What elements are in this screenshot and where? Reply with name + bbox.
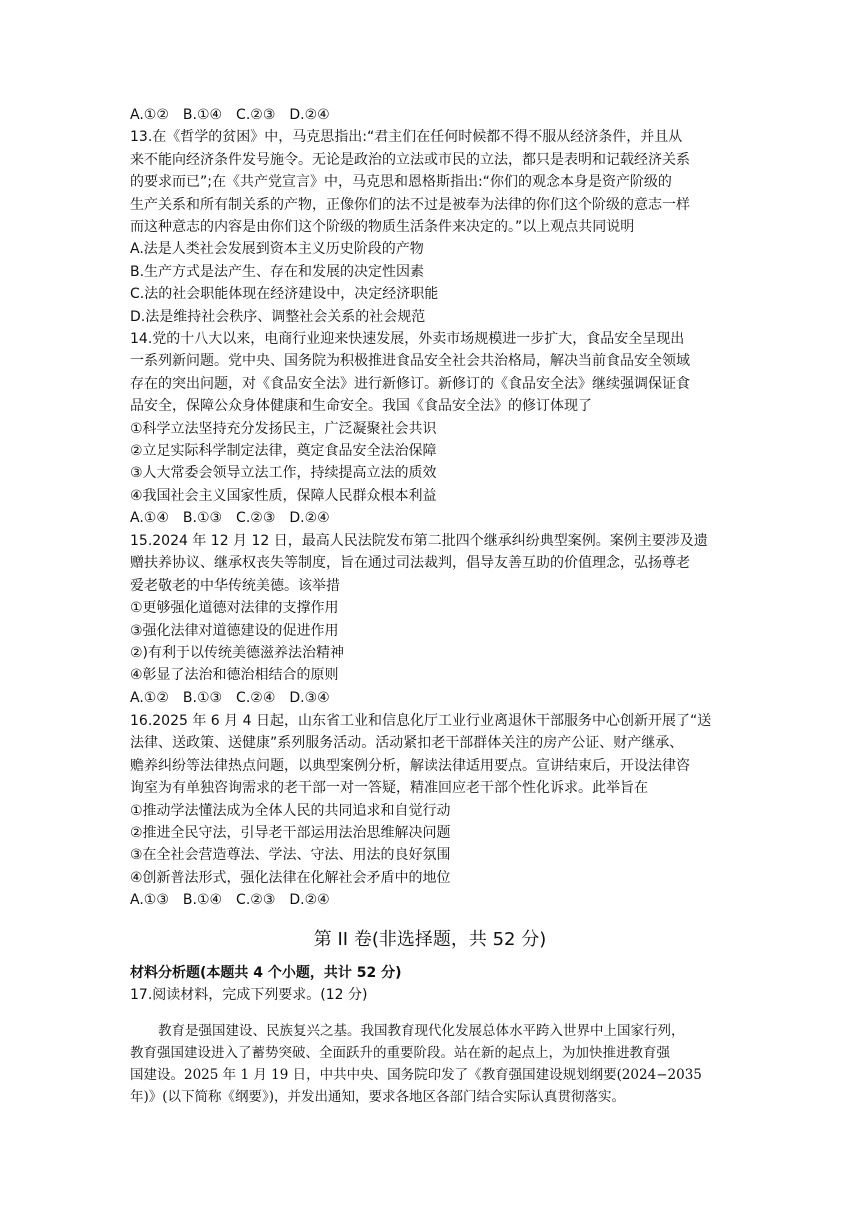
q13-line: 的要求而已”;在《共产党宣言》中，马克思和恩格斯指出:“你们的观念本身是资产阶级的 — [130, 174, 672, 191]
q13-choice-b: B.生产方式是法产生、存在和发展的决定性因素 — [130, 263, 425, 280]
q16-option-d: D.②④ — [289, 892, 330, 909]
q13-choice-a: A.法是人类社会发展到资本主义历史阶段的产物 — [130, 241, 424, 258]
q14-option-c: C.②③ — [236, 510, 276, 527]
q16-item-2: ②推进全民守法，引导老干部运用法治思维解决问题 — [130, 824, 451, 841]
q12-option-d: D.②④ — [289, 107, 330, 123]
q16-line: 16.2025 年 6 月 4 日起，山东省工业和信息化厅工业行业离退休干部服务中心创新开展了“送 — [130, 713, 712, 729]
q15-line: 15.2024 年 12 月 12 日，最高人民法院发布第二批四个继承纠纷典型案例。案例主要涉及遗 — [130, 533, 708, 549]
q14-item-1: ①科学立法坚持充分发扬民主，广泛凝聚社会共识 — [130, 420, 437, 437]
q14-item-2: ②立足实际科学制定法律，奠定食品安全法治保障 — [130, 442, 437, 459]
q16-option-a: A.①③ — [130, 892, 169, 909]
q15-options — [130, 687, 730, 709]
question-14 — [130, 328, 730, 530]
q16-options — [130, 889, 730, 911]
q12-option-c: C.②③ — [236, 107, 276, 123]
q17-prompt: 17.阅读材料，完成下列要求。(12 分) — [130, 987, 368, 1004]
q14-line: 品安全，保障公众身体健康和生命安全。我国《食品安全法》的修订体现了 — [130, 398, 592, 415]
q14-line: 存在的突出问题，对《食品安全法》进行新修订。新修订的《食品安全法》继续强调保证食 — [130, 375, 690, 392]
q13-line: 生产关系和所有制关系的产物，正像你们的法不过是被奉为法律的你们这个阶级的意志一样 — [130, 196, 690, 213]
q15-line: 爱老敬老的中华传统美德。该举措 — [130, 577, 340, 594]
section-2-subtitle: 材料分析题(本题共 4 个小题，共计 52 分) — [130, 965, 402, 981]
q15-item-1: ①更够强化道德对法律的支撑作用 — [130, 600, 339, 617]
q13-choice-d: D.法是维持社会秩序、调整社会关系的社会规范 — [130, 308, 426, 325]
q16-line: 询室为有单独咨询需求的老干部一对一答疑，精准回应老干部个性化诉求。此举旨在 — [130, 780, 648, 797]
q17-material-line: 年)》(以下简称《纲要》)，并发出通知，要求各地区各部门结合实际认真贯彻落实。 — [130, 1089, 626, 1105]
q15-item-4: ④彰显了法治和德治相结合的原则 — [130, 667, 339, 684]
q14-option-a: A.①④ — [130, 510, 169, 527]
section-2-intro — [130, 962, 730, 1007]
section-2-title: 第 II 卷(非选择题，共 52 分) — [313, 929, 547, 950]
q16-item-4: ④创新普法形式，强化法律在化解社会矛盾中的地位 — [130, 869, 451, 886]
question-16 — [130, 710, 730, 912]
q16-option-c: C.②③ — [236, 892, 276, 909]
q15-line: 赠扶养协议、继承权丧失等制度，旨在通过司法裁判，倡导友善互助的价值理念，弘扬尊老 — [130, 555, 690, 572]
q16-line: 赡养纠纷等法律热点问题，以典型案例分析，解读法律适用要点。宣讲结束后，开设法律咨 — [130, 757, 690, 774]
q13-line: 而这种意志的内容是由你们这个阶级的物质生活条件来决定的。”以上观点共同说明 — [130, 218, 635, 235]
question-13 — [130, 126, 730, 328]
q16-item-3: ③在全社会营造尊法、学法、守法、用法的良好氛围 — [130, 847, 451, 864]
q14-options — [130, 507, 730, 529]
q15-item-3: ②)有利于以传统美德滋养法治精神 — [130, 644, 345, 661]
q14-item-4: ④我国社会主义国家性质，保障人民群众根本利益 — [130, 487, 437, 504]
q13-line: 13.在《哲学的贫困》中，马克思指出:“君主们在任何时候都不得不服从经济条件，并且从 — [130, 129, 683, 146]
q14-option-d: D.②④ — [289, 510, 330, 527]
q17-material — [130, 1020, 730, 1108]
q14-item-3: ③人大常委会领导立法工作，持续提高立法的质效 — [130, 465, 437, 482]
q16-item-1: ①推动学法懂法成为全体人民的共同追求和自觉行动 — [130, 802, 451, 819]
q14-option-b: B.①③ — [182, 510, 223, 527]
q15-option-b: B.①③ — [182, 689, 223, 706]
q15-item-2: ③强化法律对道德建设的促进作用 — [130, 622, 339, 639]
q12-options — [130, 104, 730, 126]
q16-line: 法律、送政策、送健康”系列服务活动。活动紧扣老干部群体关注的房产公证、财产继承、 — [130, 735, 684, 752]
q16-option-b: B.①④ — [182, 892, 223, 909]
q12-option-a: A.①② — [130, 107, 169, 123]
q15-option-a: A.①② — [130, 689, 169, 706]
q12-option-b: B.①④ — [182, 107, 223, 123]
q17-material-line: 教育强国建设进入了蓄势突破、全面跃升的重要阶段。站在新的起点上，为加快推进教育强 — [130, 1045, 670, 1061]
q14-line: 14.党的十八大以来，电商行业迎来快速发展，外卖市场规模进一步扩大，食品安全呈现出 — [130, 331, 685, 347]
q14-line: 一系列新问题。党中央、国务院为积极推进食品安全社会共治格局，解决当前食品安全领域 — [130, 353, 690, 370]
q15-option-c: C.②④ — [236, 689, 276, 706]
q17-material-line: 国建设。2025 年 1 月 19 日，中共中央、国务院印发了《教育强国建设规划纲要(2024−2035 — [130, 1067, 702, 1083]
q13-choice-c: C.法的社会职能体现在经济建设中，决定经济职能 — [130, 286, 439, 303]
question-15 — [130, 530, 730, 709]
q13-line: 来不能向经济条件发号施令。无论是政治的立法或市民的立法，都只是表明和记载经济关系 — [130, 151, 690, 168]
q15-option-d: D.③④ — [289, 689, 330, 706]
q17-material-line: 教育是强国建设、民族复兴之基。我国教育现代化发展总体水平跨入世界中上国家行列， — [158, 1023, 685, 1039]
